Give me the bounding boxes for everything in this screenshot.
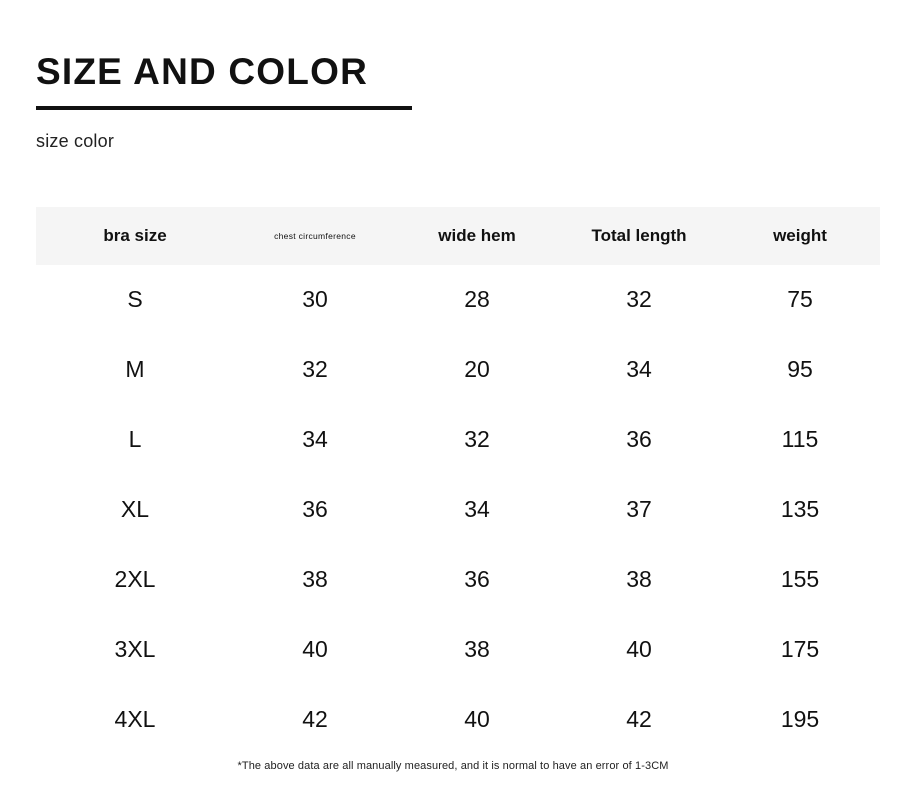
cell-weight: 135 [780,496,820,523]
page-title: SIZE AND COLOR [36,51,368,92]
table-header [36,207,880,265]
cell-hem: 34 [464,496,490,523]
cell-hem: 32 [464,426,490,453]
cell-chest: 38 [302,566,328,593]
table-row [36,265,880,335]
column-header-weight: weight [773,225,827,245]
cell-hem: 38 [464,636,490,663]
table-row [36,685,880,755]
cell-size: XL [120,496,150,523]
cell-hem: 40 [464,706,490,733]
cell-length: 36 [626,426,652,453]
table-row [36,475,880,545]
cell-length: 37 [626,496,652,523]
cell-chest: 30 [302,286,328,313]
table-row [36,405,880,475]
cell-hem: 36 [464,566,490,593]
cell-weight: 175 [780,636,820,663]
column-header-bra-size: bra size [103,225,167,245]
column-header-total-length: Total length [591,225,687,245]
cell-length: 32 [626,286,652,313]
cell-weight: 195 [780,706,820,733]
cell-chest: 40 [302,636,328,663]
cell-weight: 155 [780,566,820,593]
measurement-footnote: *The above data are all manually measured, and it is normal to have an error of 1-3CM [237,760,669,772]
cell-hem: 20 [464,356,490,383]
cell-length: 38 [626,566,652,593]
page-subtitle: size color [36,130,115,151]
cell-length: 40 [626,636,652,663]
table-row [36,545,880,615]
column-header-wide-hem: wide hem [438,225,516,245]
column-header-chest-circumference: chest circumference [274,230,356,241]
cell-size: 2XL [114,566,156,593]
cell-chest: 32 [302,356,328,383]
cell-size: 3XL [114,636,156,663]
cell-chest: 34 [302,426,328,453]
table-row [36,615,880,685]
cell-hem: 28 [464,286,490,313]
cell-weight: 115 [781,426,819,453]
size-table [36,207,880,755]
cell-weight: 95 [787,356,813,383]
table-header-row [36,207,880,265]
cell-chest: 42 [302,706,328,733]
cell-size: 4XL [114,706,156,733]
cell-size: L [128,426,142,453]
cell-size: M [125,356,145,383]
cell-length: 34 [626,356,652,383]
cell-weight: 75 [787,286,813,313]
cell-length: 42 [626,706,652,733]
cell-chest: 36 [302,496,328,523]
table-body [36,265,880,755]
table-row [36,335,880,405]
cell-size: S [127,286,143,313]
